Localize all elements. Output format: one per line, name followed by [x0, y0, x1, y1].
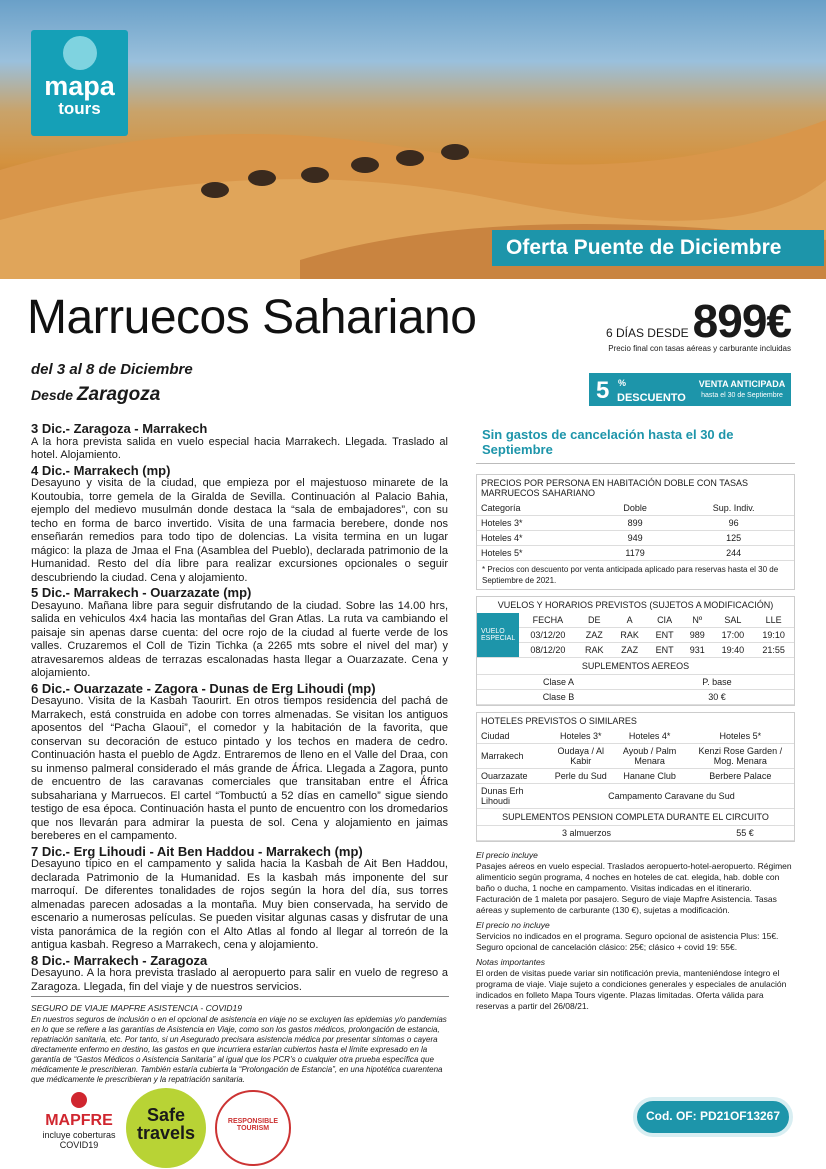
- excludes-title: El precio no incluye: [476, 920, 550, 930]
- day-text: Desayuno típico en el campamento y salida hacia la Kasbah de Ait Ben Haddou, declarada Patrimonio de la Humanidad. Es la kasbah más imponente del sur marroquí. De diferentes tonalidades de rojos según la hora del día, sus torres almenadas parecen adosadas a la montaña. Muy bien conservada, ha servido de escenario a numerosas películas. Se pueden visitar algunas casas y disfrutar de una vista panorámica de la región con el Alto Atlas al fondo al llegar al torreón de la antigua kasbah. Regreso a Marrakech, cena y alojamiento.: [31, 858, 448, 951]
- prices-table: Categoría Doble Sup. Indiv. Hoteles 3* 899 96 Hoteles 4* 949 125 Hoteles 5* 1179 244: [477, 501, 794, 561]
- logo-subtext: tours: [58, 99, 101, 118]
- safe-travels-seal: [126, 1088, 206, 1168]
- table-row: Marrakech Oudaya / Al Kabir Ayoub / Palm Menara Kenzi Rose Garden / Mog. Menara: [477, 744, 794, 769]
- price-note: Precio final con tasas aéreas y carburante incluidas: [608, 344, 791, 353]
- page-title: Marruecos Sahariano: [27, 291, 477, 344]
- flights-table: VUELO ESPECIAL FECHA DE A CIA Nº SAL LLE 03/12/20 ZAZ RAK ENT 989 17:00 19:10 08/12/20 RAK ZAZ ENT 931 19:40 21:55: [477, 613, 794, 658]
- price-label: 6 DÍAS DESDE: [605, 326, 689, 340]
- day-text: Desayuno. Mañana libre para seguir disfrutando de la ciudad. Sobre las 14.00 hrs, salida en vehiculos 4x4 hacia las montañas del Gran Atlas. La ruta va cambiando el paisaje sin apenas darse cuenta: del ocre rojo de la ciudad al fuerte verde de los valles. Cruzaremos el Coll de Tizin Tichka (a 2265 mts sobre el nivel del mar) y atravesaremos aldeas de terrazas escalonadas hasta llegar a Ouarzazate. Cena y alojamiento.: [31, 599, 448, 679]
- info-column: [476, 421, 795, 1012]
- table-row: Clase A P. base: [477, 675, 794, 690]
- day-title: 4 Dic.- Marrakech (mp): [31, 462, 171, 478]
- hotels-title: HOTELES PREVISTOS O SIMILARES: [481, 716, 637, 726]
- prices-section: [476, 474, 795, 590]
- offer-banner: Oferta Puente de Diciembre: [492, 230, 824, 266]
- cancellation-notice: Sin gastos de cancelación hasta el 30 de Septiembre: [476, 421, 795, 464]
- mapfre-icon: [71, 1092, 87, 1108]
- discount-badge: [589, 373, 791, 406]
- includes-title: El precio incluye: [476, 850, 538, 860]
- logo-circle-icon: [63, 36, 97, 70]
- day-text: A la hora prevista salida en vuelo especial hacia Marrakech. Llegada. Traslado al hotel. Alojamiento.: [31, 435, 448, 461]
- pension-title: SUPLEMENTOS PENSION COMPLETA DURANTE EL CIRCUITO: [477, 809, 794, 826]
- pension-table: [477, 826, 794, 841]
- insurance-text: En nuestros seguros de inclusión o en el opcional de asistencia en viaje no se excluyen las epidemias y/o pandemias en lo que se refiere a las garantías de Asistencia en Viaje, como son los gastos médicos, prolongación de estancia, repatriación sanitaria, etc. Por tanto, si un Asegurado precisara asistencia médica por presentar síntomas o cayera directamente enfermo en destino, las gastos en que incurriera estarían cubiertos hasta el límite expresado en la garantía de “Gastos Médicos o Asistencia Sanitaria” al igual que los PCR’s o cualquier otra prueba específica que médicamente le prescribieran. También estaría cubierta la “Prolongación de Estancia”, en una hipotética cuarentena que médicamente le prescribieran y la repatriación sanitaria.: [31, 1015, 447, 1084]
- table-row: Hoteles 5* 1179 244: [477, 546, 794, 561]
- prices-note: * Precios con descuento por venta anticipada aplicado para reservas hasta el 30 de Septiembre de 2021.: [482, 565, 779, 585]
- day-title: 7 Dic.- Erg Lihoudi - Ait Ben Haddou - Marrakech (mp): [31, 843, 363, 859]
- offer-code-button[interactable]: Cod. OF: PD21OF13267: [633, 1097, 793, 1137]
- trip-dates: del 3 al 8 de Diciembre: [31, 361, 193, 378]
- day-title: 5 Dic.- Marrakech - Ouarzazate (mp): [31, 585, 252, 600]
- table-row: Clase B 30 €: [477, 690, 794, 705]
- table-row: Dunas Erh Lihoudi Campamento Caravane du Sud: [477, 784, 794, 809]
- day-title: 8 Dic.- Marrakech - Zaragoza: [31, 952, 208, 968]
- plane-icon: VUELO ESPECIAL: [477, 613, 519, 658]
- day-title: 3 Dic.- Zaragoza - Marrakech: [31, 421, 208, 436]
- discount-sub: hasta el 30 de Septiembre: [701, 392, 783, 399]
- table-row: Hoteles 4* 949 125: [477, 531, 794, 546]
- notes-text: El orden de visitas puede variar sin notificación previa, manteniéndose íntegro el programa de viaje. Viaje sujeto a condiciones generales y especiales de anulación indicados en folleto Mapa Tours vigente. Plazas limitadas. Oferta válida para reservas a partir del 26/08/21.: [476, 968, 787, 1011]
- flights-title: VUELOS Y HORARIOS PREVISTOS (SUJETOS A MODIFICACIÓN): [497, 600, 774, 610]
- discount-label: DESCUENTO: [617, 392, 686, 404]
- insurance-title: SEGURO DE VIAJE MAPFRE ASISTENCIA - COVID19: [31, 1003, 242, 1013]
- departure-city: Desde Zaragoza: [31, 384, 161, 405]
- price-value: 899€: [692, 295, 791, 347]
- itinerary: [31, 421, 448, 994]
- responsible-text: RESPONSIBLE TOURISM: [227, 1118, 279, 1132]
- day-text: Desayuno. Visita de la Kasbah Taourirt. En otros tiempos residencia del pachá de Marrakech, está construida en adobe con torres almenadas. Se visitan los antiguos aposentos del “Pacha Glaoui”, el comedor y la habitación de la favorita, que conservan su decoración de estuco pintado y los techos en madera de cedro. Continuación hasta el pueblo de Agdz. Entraremos de lleno en el Valle del Draa, con su inmenso palmeral considerado el más grande de África. Llegada a Zagora, punto de encuentro de las caravanas comerciales que transitaban entre el África subsahariana y Marruecos. El cartel “Tombuctú a 52 días en camello” sigue siendo testigo de esa época. Continuación hasta el punto de encuentro con los dromedarios que nos llevarán para admirar la puesta de sol. Cena y alojamiento en jaimas bereberes en el campamento.: [31, 695, 448, 842]
- table-row: 03/12/20 ZAZ RAK ENT 989 17:00 19:10: [477, 628, 794, 643]
- safe-text-1: Safe: [146, 1105, 186, 1125]
- conditions: [476, 850, 795, 1012]
- hotels-table: Ciudad Hoteles 3* Hoteles 4* Hoteles 5* Marrakech Oudaya / Al Kabir Ayoub / Palm Menara Kenzi Rose Garden / Mog. Menara Ouarzazate Perle du Sud Hanane Club Berbere Palace Dunas Erh Lihoudi Campamento Caravane du Sud: [477, 729, 794, 809]
- prices-title: PRECIOS POR PERSONA EN HABITACIÓN DOBLE CON TASAS MARRUECOS SAHARIANO: [481, 478, 749, 498]
- air-supp-title: SUPLEMENTOS AEREOS: [477, 658, 794, 675]
- discount-title: VENTA ANTICIPADA: [698, 379, 786, 389]
- insurance-note: [31, 996, 449, 1085]
- hotels-section: [476, 712, 795, 842]
- mapfre-line1: incluye coberturas: [42, 1130, 116, 1140]
- table-row: Hoteles 3* 899 96: [477, 516, 794, 531]
- air-supp-table: [477, 675, 794, 705]
- price-block: [606, 294, 791, 353]
- mapa-tours-logo[interactable]: [31, 30, 128, 136]
- excludes-text: Servicios no indicados en el programa. Seguro opcional de asistencia Plus: 15€. Seguro opcional de cancelación clásico: 25€; clásico + covid 19: 55€.: [476, 931, 779, 952]
- discount-pct: 5: [596, 377, 610, 404]
- discount-pct-sign: %: [618, 378, 627, 388]
- day-text: Desayuno y visita de la ciudad, que empieza por el majestuoso minarete de la Koutoubia, torre gemela de la Giralda de Sevilla. Continuación al Palacio Bahia, ejemplo del medievo musulmán donde destaca la “sala de embajadores”, con su techo en forma de barco invertido. Visita de una farmacia berebere, donde nos enseñarán remedios para todo tipo de dolencias. La visita termina en un lugar mágico: la plaza de Jmaa el Fna (Asamblea del Pueblo), declarada patrimonio de la Humanidad. Resto del día libre para realizar excursiones opcionales o seguir descubriendo la ciudad. Cena y alojamiento.: [31, 477, 448, 584]
- mapfre-name: MAPFRE: [45, 1112, 113, 1129]
- responsible-tourism-seal: [215, 1090, 291, 1166]
- table-row: 08/12/20 RAK ZAZ ENT 931 19:40 21:55: [477, 643, 794, 658]
- table-row: Ouarzazate Perle du Sud Hanane Club Berbere Palace: [477, 769, 794, 784]
- mapfre-line2: COVID19: [59, 1140, 99, 1150]
- day-title: 6 Dic.- Ouarzazate - Zagora - Dunas de Erg Lihoudi (mp): [31, 680, 376, 696]
- flights-section: [476, 596, 795, 706]
- safe-text-2: travels: [136, 1123, 196, 1143]
- logo-text: mapa: [44, 71, 115, 101]
- notes-title: Notas importantes: [476, 957, 545, 967]
- day-text: Desayuno. A la hora prevista traslado al aeropuerto para salir en vuelo de regreso a Zaragoza. Llegada, fin del viaje y de nuestros servicios.: [31, 967, 448, 993]
- includes-text: Pasajes aéreos en vuelo especial. Traslados aeropuerto-hotel-aeropuerto. Régimen alimenticio según programa, 4 noches en hoteles de cat. elegida, hab. doble con baño o ducha, 1 noche en campamento. Visitas indicadas en el itinerario. Facturación de 1 maleta por pasajero. Seguro de viaje Mapfre Asistencia. Tasas aéreas y suplemento de carburante (130 €), sujetas a modificación.: [476, 861, 792, 915]
- table-row: 3 almuerzos 55 €: [477, 826, 794, 841]
- mapfre-logo: [34, 1092, 124, 1150]
